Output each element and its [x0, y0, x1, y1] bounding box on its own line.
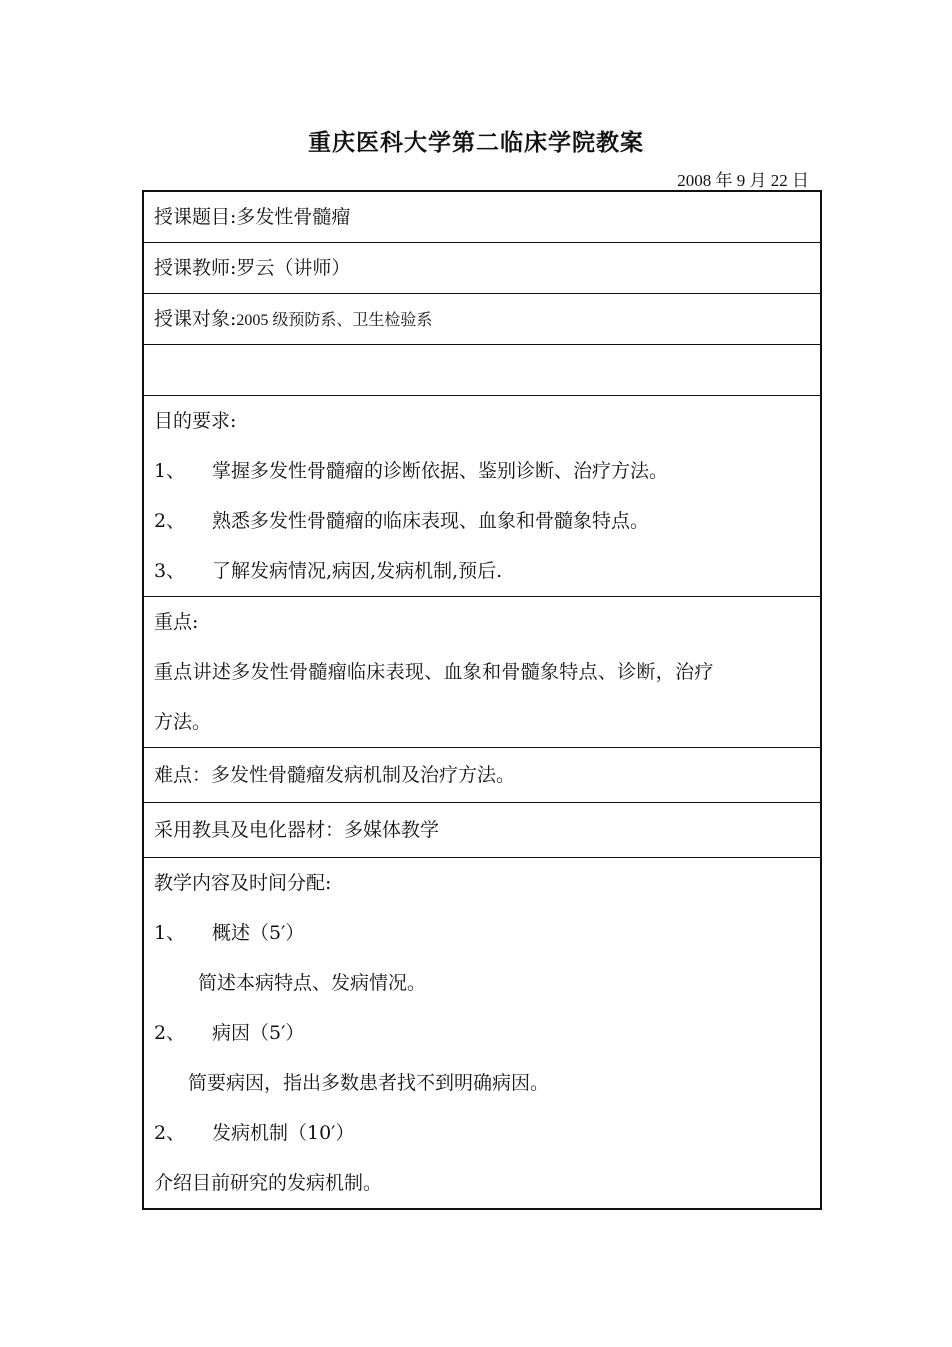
- objective-text: 了解发病情况,病因,发病机制,预后.: [212, 560, 503, 582]
- objective-text: 熟悉多发性骨髓瘤的临床表现、血象和骨髓象特点。: [212, 510, 650, 532]
- teacher-label: 授课教师:: [154, 257, 237, 279]
- document-date: 2008 年 9 月 22 日: [677, 171, 809, 190]
- teacher-value: 罗云（讲师）: [236, 257, 351, 279]
- topic-label: 授课题目:: [154, 206, 237, 228]
- content-section-desc: 介绍目前研究的发病机制。: [154, 1172, 383, 1194]
- content-section-name: 概述（5′）: [212, 922, 305, 944]
- key-points-text-line2: 方法。: [154, 711, 212, 733]
- topic-value: 多发性骨髓瘤: [236, 206, 351, 228]
- objective-number: 3、: [154, 560, 186, 582]
- key-points-text-line1: 重点讲述多发性骨髓瘤临床表现、血象和骨髓象特点、诊断，治疗: [154, 661, 714, 683]
- objectives-heading: 目的要求:: [154, 410, 237, 432]
- tools-text: 采用教具及电化器材：多媒体教学: [154, 819, 440, 841]
- content-section-number: 1、: [154, 922, 186, 944]
- content-section-name: 发病机制（10′）: [212, 1122, 355, 1144]
- content-section-desc: 简述本病特点、发病情况。: [198, 972, 427, 994]
- objective-text: 掌握多发性骨髓瘤的诊断依据、鉴别诊断、治疗方法。: [212, 460, 669, 482]
- objective-number: 2、: [154, 510, 186, 532]
- audience-label: 授课对象:: [154, 308, 237, 330]
- page-title: 重庆医科大学第二临床学院教案: [308, 130, 644, 156]
- objectives-section: [144, 396, 820, 597]
- content-section: [144, 858, 820, 1208]
- key-points-heading: 重点:: [154, 611, 199, 633]
- objective-item: [154, 446, 810, 496]
- difficulties-text: 难点：多发性骨髓瘤发病机制及治疗方法。: [154, 764, 516, 786]
- content-section-title: [154, 908, 810, 958]
- content-section-number: 2、: [154, 1122, 186, 1144]
- content-heading: 教学内容及时间分配:: [154, 872, 332, 894]
- teacher-row: [144, 243, 820, 294]
- content-section-title: [154, 1108, 810, 1158]
- difficulties-row: [144, 748, 820, 803]
- objective-number: 1、: [154, 460, 186, 482]
- topic-row: [144, 192, 820, 243]
- content-section-desc: 简要病因，指出多数患者找不到明确病因。: [188, 1072, 550, 1094]
- objective-item: [154, 496, 810, 546]
- audience-value: 2005 级预防系、卫生检验系: [236, 312, 433, 329]
- key-points-section: [144, 597, 820, 748]
- lesson-plan-table: [142, 190, 822, 1210]
- hours-row: [144, 345, 820, 396]
- objective-item: [154, 546, 810, 596]
- content-section-name: 病因（5′）: [212, 1022, 305, 1044]
- tools-row: [144, 803, 820, 858]
- content-section-title: [154, 1008, 810, 1058]
- content-section-number: 2、: [154, 1022, 186, 1044]
- audience-row: [144, 294, 820, 345]
